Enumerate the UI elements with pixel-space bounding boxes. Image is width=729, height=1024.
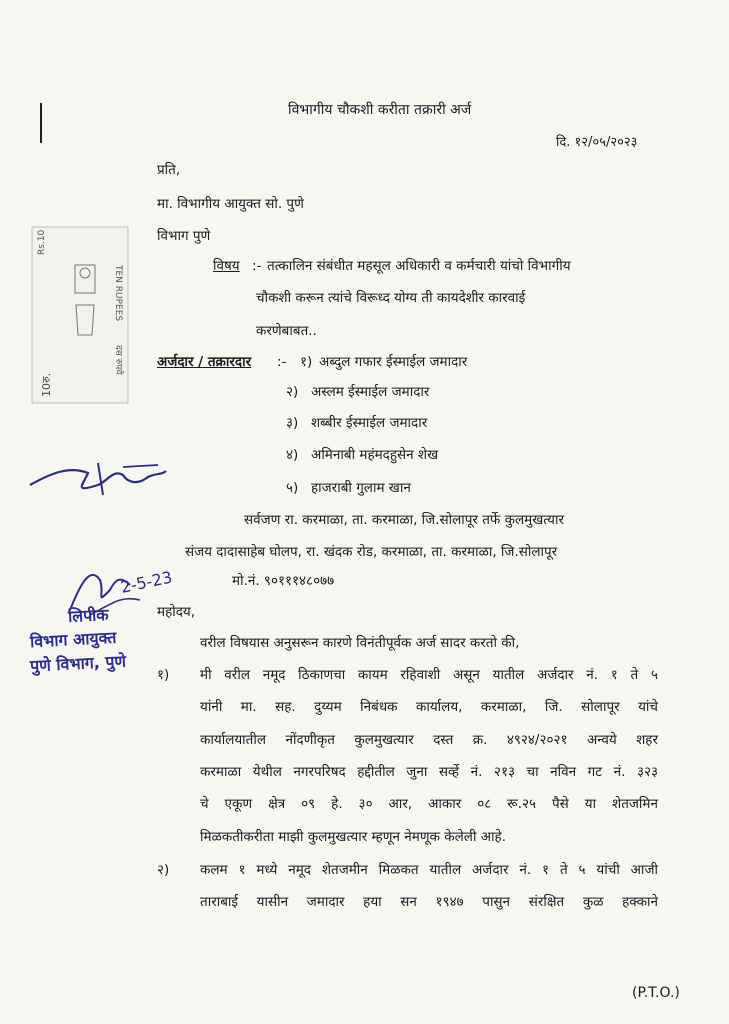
paragraph-line: ताराबाई यासीन जमादार हया सन १९४७ पासुन संरक्षित कुळ हक्काने xyxy=(200,894,658,910)
signature-scribble xyxy=(28,455,168,505)
svg-text:Rs.10: Rs.10 xyxy=(37,229,47,255)
paragraph-line: मिळकतीकरीता माझी कुलमुखत्यार म्हणून नेमणूक केलेली आहे. xyxy=(200,829,507,845)
stamp-line-1: लिपीक xyxy=(67,604,110,627)
applicant-number: १) xyxy=(300,354,313,370)
applicant-name: शब्बीर ईस्माईल जमादार xyxy=(311,415,428,431)
paragraph-line: कार्यालयातील नोंदणीकृत कुलमुखत्यार दस्त क्र. ४९२४/२०२१ अन्वये शहर xyxy=(200,732,658,748)
stamp-line-3: पुणे विभाग, पुणे xyxy=(29,651,127,676)
paragraph-line: करमाळा येथील नगरपरिषद हद्दीतील जुना सर्व्हे नं. २१३ चा नविन गट नं. ३२३ xyxy=(200,764,658,780)
applicant-number: ५) xyxy=(286,480,299,496)
subject-line-3: करणेबाबत.. xyxy=(256,323,317,339)
paragraph-line: चे एकूण क्षेत्र ०९ हे. ३० आर, आकार ०८ रू.२५ पैसे या शेतजमिन xyxy=(200,796,658,812)
svg-text:दस रुपये: दस रुपये xyxy=(113,345,123,375)
recipient-line1: मा. विभागीय आयुक्त सो. पुणे xyxy=(157,196,304,212)
paragraph-line: कलम १ मध्ये नमूद शेतजमीन मिळकत यातील अर्जदार नं. १ ते ५ यांची आजी xyxy=(200,862,658,878)
recipient-to: प्रति, xyxy=(157,162,181,178)
salutation: महोदय, xyxy=(157,604,196,620)
applicant-number: ३) xyxy=(286,415,299,431)
paragraph-line: यांनी मा. सह. दुय्यम निबंधक कार्यालय, करमाळा, जि. सोलापूर यांचे xyxy=(200,699,658,715)
intro-line: वरील विषयास अनुसरून कारणे विनंतीपूर्वक अर्ज सादर करतो की, xyxy=(200,635,520,651)
applicant-name: अमिनाबी महंमदहुसेन शेख xyxy=(311,447,439,463)
residence-line-2: संजय दादासाहेब घोलप, रा. खंदक रोड, करमाळा, ता. करमाळा, जि.सोलापूर xyxy=(185,544,558,560)
subject-line-2: चौकशी करून त्यांचे विरूध्द योग्य ती कायदेशीर कारवाई xyxy=(256,290,526,306)
letter-date: दि. १२/०५/२०२३ xyxy=(556,135,638,150)
applicant-number: २) xyxy=(286,384,299,400)
stamp-line-2: विभाग आयुक्त xyxy=(29,627,117,652)
recipient-line2: विभाग पुणे xyxy=(157,228,211,244)
office-stamp xyxy=(30,604,160,674)
page-title: विभागीय चौकशी करीता तक्रारी अर्ज xyxy=(288,102,472,118)
signature-date: 2-5-23 xyxy=(118,567,174,597)
pto-note: (P.T.O.) xyxy=(632,985,680,1001)
applicant-name: अब्दुल गफार ईस्माईल जमादार xyxy=(319,354,468,370)
margin-mark xyxy=(40,103,42,143)
applicant-name: हाजराबी गुलाम खान xyxy=(311,480,411,496)
applicants-separator: :- xyxy=(277,354,287,370)
svg-text:TEN RUPEES: TEN RUPEES xyxy=(113,265,123,322)
paragraph-number: २) xyxy=(157,862,170,878)
paragraph-line: मी वरील नमूद ठिकाणचा कायम रहिवाशी असून यातील अर्जदार नं. १ ते ५ xyxy=(200,667,658,683)
residence-line-1: सर्वजण रा. करमाळा, ता. करमाळा, जि.सोलापूर तर्फे कुलमुखत्यार xyxy=(244,512,565,528)
subject-line-1: तत्कालिन संबंधीत महसूल अधिकारी व कर्मचारी यांचो विभागीय xyxy=(267,258,571,274)
applicant-name: अस्लम ईस्माईल जमादार xyxy=(311,384,430,400)
mobile-number: मो.नं. ९०१११४८०७७ xyxy=(232,573,335,589)
subject-label: विषय xyxy=(213,258,240,274)
revenue-stamp-image xyxy=(30,225,130,405)
applicant-number: ४) xyxy=(286,447,299,463)
applicants-label: अर्जदार / तक्रारदार xyxy=(157,354,252,370)
svg-text:10रु.: 10रु. xyxy=(40,372,53,397)
paragraph-number: १) xyxy=(157,667,170,683)
subject-colon: :- xyxy=(252,258,262,274)
